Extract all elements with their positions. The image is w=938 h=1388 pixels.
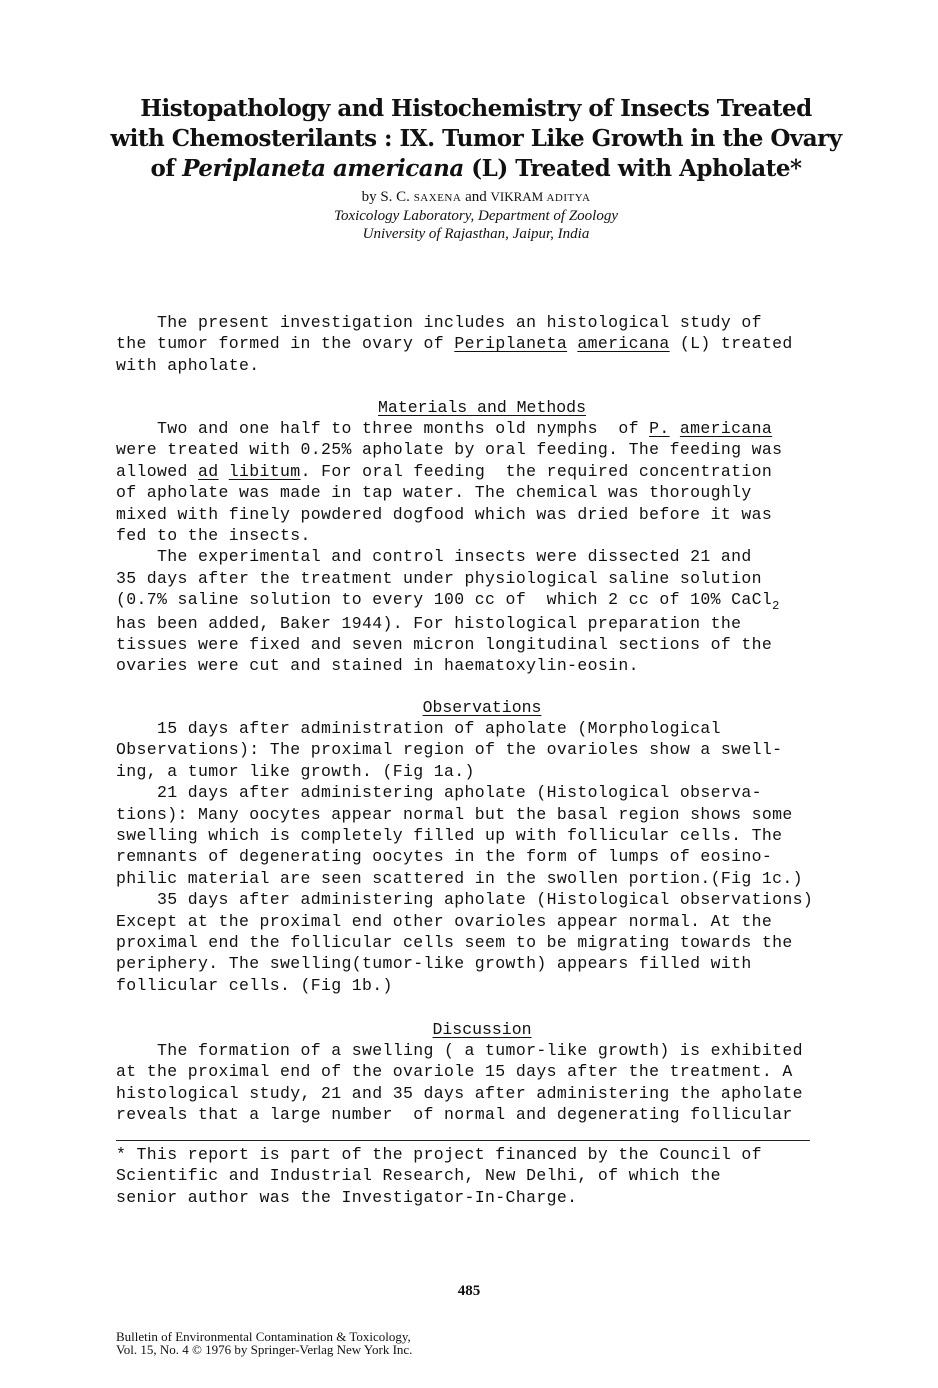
text-span [219, 462, 229, 481]
title-suffix: (L) Treated with Apholate* [463, 155, 802, 182]
species-epithet: americana [577, 334, 670, 354]
text-line: The formation of a swelling ( a tumor-like growth) is exhibited [116, 1041, 803, 1060]
text-line: has been added, Baker 1944). For histological preparation the [116, 613, 742, 633]
methods-heading [0, 397, 938, 418]
discussion-heading [0, 1019, 938, 1040]
text-line: ovaries were cut and stained in haematoxylin-eosin. [116, 656, 639, 676]
text-line: 21 days after administering apholate (Histological observa- [116, 783, 762, 803]
text-span [670, 419, 680, 438]
species-genus: P. [649, 419, 670, 438]
subscript: 2 [772, 599, 780, 614]
text-line: Observations): The proximal region of the ovarioles show a swell- [116, 740, 783, 760]
text-line: 15 days after administration of apholate (Morphological [116, 719, 721, 738]
journal-line-2: Vol. 15, No. 4 © 1976 by Springer-Verlag New York Inc. [116, 1342, 413, 1357]
byline [80, 188, 872, 243]
title-line-2: with Chemosterilants : IX. Tumor Like Growth in the Ovary [110, 125, 842, 152]
text-span: (0.7% saline solution to every 100 cc of which 2 cc of 10% CaCl [116, 590, 773, 610]
title-line-3 [80, 154, 872, 184]
text-line: of apholate was made in tap water. The chemical was thoroughly [116, 483, 752, 503]
text-line [116, 461, 782, 482]
text-line: Scientific and Industrial Research, New Delhi, of which the [116, 1166, 721, 1186]
observations-paragraph [116, 718, 813, 996]
text-line: remnants of degenerating oocytes in the form of lumps of eosino- [116, 847, 773, 867]
title-line-1: Histopathology and Histochemistry of Insects Treated [140, 95, 812, 122]
heading-text: Observations [422, 698, 542, 717]
footnote [116, 1144, 762, 1208]
text-line [116, 418, 782, 439]
text-line: senior author was the Investigator-In-Charge. [116, 1187, 578, 1207]
title-prefix: of [150, 155, 183, 182]
heading-text: Materials and Methods [378, 398, 586, 417]
and-label: and [461, 189, 491, 205]
journal-citation [116, 1330, 412, 1356]
author-2-first: VIKRAM [490, 189, 547, 204]
footnote-divider [116, 1140, 810, 1141]
text-line: The present investigation includes an histological study of [116, 313, 762, 332]
text-line: periphery. The swelling(tumor-like growth) appears filled with [116, 954, 752, 974]
latin-term: libitum [228, 461, 301, 481]
intro-paragraph [116, 312, 793, 376]
by-label: by S. C. [361, 189, 414, 205]
observations-heading [0, 697, 938, 718]
text-line: follicular cells. (Fig 1b.) [116, 975, 393, 995]
text-span [567, 334, 577, 353]
text-line: * This report is part of the project financed by the Council of [116, 1145, 762, 1164]
affiliation-line-1: Toxicology Laboratory, Department of Zoology [333, 208, 619, 224]
text-line [116, 333, 793, 354]
text-line: Except at the proximal end other ovarioles appear normal. At the [116, 911, 773, 931]
text-span: the tumor formed in the ovary of [116, 334, 455, 354]
page-number: 485 [457, 1283, 481, 1299]
species-name: Periplaneta americana [182, 155, 464, 182]
text-line: swelling which is completely filled up with follicular cells. The [116, 826, 783, 846]
text-line: with apholate. [116, 355, 260, 375]
text-line: mixed with finely powdered dogfood which was dried before it was [116, 504, 773, 524]
text-line: tions): Many oocytes appear normal but the basal region shows some [116, 804, 793, 824]
text-span: allowed [116, 461, 199, 481]
text-span: (L) treated [669, 334, 793, 354]
text-line: were treated with 0.25% apholate by oral feeding. The feeding was [116, 440, 783, 460]
text-line: histological study, 21 and 35 days after administering the apholate [116, 1083, 803, 1103]
author-1: SAXENA [413, 192, 462, 204]
text-line: reveals that a large number of normal and degenerating follicular [116, 1105, 793, 1125]
text-line: 35 days after administering apholate (Histological observations) [116, 890, 814, 910]
text-line [116, 589, 782, 612]
discussion-paragraph [116, 1040, 803, 1126]
latin-term: ad [198, 461, 219, 481]
text-span: . For oral feeding the required concentration [300, 461, 773, 481]
text-line: ing, a tumor like growth. (Fig 1a.) [116, 761, 475, 781]
journal-line-1: Bulletin of Environmental Contamination & Toxicology, [116, 1329, 411, 1344]
text-line: 35 days after the treatment under physiological saline solution [116, 568, 762, 588]
text-line: tissues were fixed and seven micron longitudinal sections of the [116, 635, 773, 655]
authors [80, 188, 872, 207]
methods-paragraph [116, 418, 782, 677]
text-line: proximal end the follicular cells seem to be migrating towards the [116, 933, 793, 953]
author-2-last: ADITYA [546, 192, 591, 204]
text-line: fed to the insects. [116, 526, 311, 546]
text-span: Two and one half to three months old nymphs of [116, 419, 650, 438]
text-line: philic material are seen scattered in the swollen portion.(Fig 1c.) [116, 868, 803, 888]
species-epithet: americana [679, 419, 773, 438]
text-line: at the proximal end of the ovariole 15 days after the treatment. A [116, 1062, 793, 1082]
affiliation-line-2: University of Rajasthan, Jaipur, India [362, 226, 590, 242]
heading-text: Discussion [432, 1020, 532, 1039]
article-title [80, 94, 872, 184]
text-line: The experimental and control insects were dissected 21 and [116, 547, 752, 567]
species-genus: Periplaneta [454, 334, 568, 354]
